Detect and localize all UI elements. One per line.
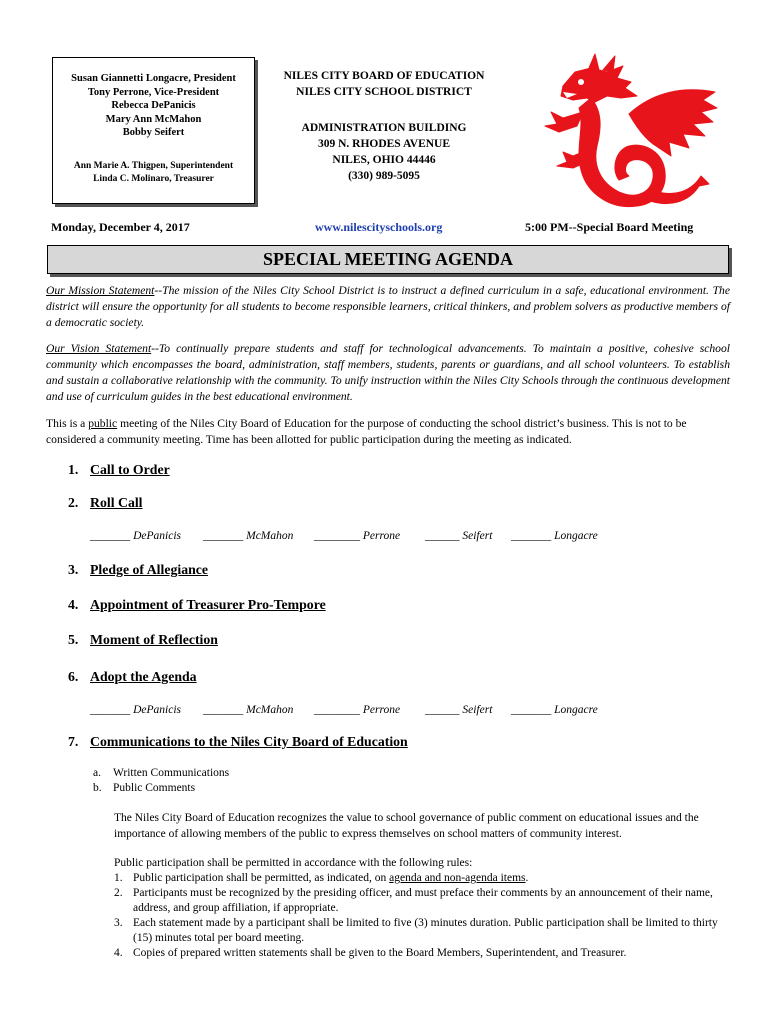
- item-label: Communications to the Niles City Board of Education: [90, 734, 408, 749]
- agenda-item-moment-of-reflection: [68, 632, 218, 648]
- rule-2: [114, 886, 724, 916]
- meeting-time: 5:00 PM--Special Board Meeting: [525, 220, 694, 234]
- treasurer: Linda C. Molinaro, Treasurer: [93, 173, 214, 184]
- item-label: Moment of Reflection: [90, 632, 218, 647]
- roll-seifert: ______ Seifert: [425, 530, 493, 542]
- vote-seifert: ______ Seifert: [425, 704, 493, 716]
- item-number: 6.: [68, 669, 79, 684]
- street-address: 309 N. RHODES AVENUE: [317, 138, 451, 150]
- item-label: Pledge of Allegiance: [90, 562, 209, 577]
- mission-label: Our Mission Statement: [46, 284, 155, 297]
- sub-text: Written Communications: [113, 767, 230, 779]
- board-name: NILES CITY BOARD OF EDUCATION: [283, 70, 485, 82]
- superintendent: Ann Marie A. Thigpen, Superintendent: [73, 160, 234, 171]
- building-name: ADMINISTRATION BUILDING: [301, 122, 467, 134]
- public-participation-rules: [114, 856, 724, 961]
- city-state-zip: NILES, OHIO 44446: [332, 154, 436, 166]
- rule-1: [114, 871, 724, 886]
- meeting-date: Monday, December 4, 2017: [51, 220, 190, 234]
- vote-mcmahon: _______ McMahon: [203, 704, 294, 716]
- board-member: Mary Ann McMahon: [105, 113, 202, 125]
- board-member: Bobby Seifert: [122, 127, 185, 138]
- rule-text: Copies of prepared written statements shall be given to the Board Members, Superintendent, and Treasurer.: [133, 947, 627, 959]
- roll-longacre: _______ Longacre: [511, 530, 598, 542]
- vote-longacre: _______ Longacre: [511, 704, 598, 716]
- communications-sub-items: [93, 766, 229, 796]
- item-number: 3.: [68, 562, 79, 577]
- agenda-item-pledge: [68, 562, 208, 578]
- vision-text: --To continually prepare students and staff for technological advancements. To maintain a positive, cohesive school community which encompasses the board, administration, staff members, students, parents or guardians, and all school volunteers. To establish and sustain a collaborative relationship with the community. To unify instruction within the Niles City Schools through the continuous development and use of curriculum guides in the best educational environment.: [46, 342, 730, 403]
- sub-item-written: [93, 766, 229, 781]
- agenda-item-call-to-order: [68, 462, 170, 478]
- agenda-title: SPECIAL MEETING AGENDA: [262, 249, 514, 269]
- rule-number: 3.: [114, 917, 123, 929]
- agenda-item-adopt-agenda: [68, 669, 197, 685]
- rule-text: Participants must be recognized by the presiding officer, and must preface their comments by an announcement of their name, address, and group affiliation, if appropriate.: [133, 887, 713, 914]
- sub-text: Public Comments: [113, 782, 196, 794]
- notice-public-word: public: [88, 417, 118, 430]
- rule-4: [114, 946, 724, 961]
- public-comment-recognition: The Niles City Board of Education recognizes the value to school governance of public comment on educational issues and the importance of allowing members of the public to express themselves on school matters of community interest.: [114, 812, 699, 840]
- board-members-box: [52, 57, 255, 204]
- agenda-item-treasurer-pro-tempore: [68, 597, 326, 613]
- red-dragon-logo-icon: [533, 52, 723, 212]
- district-header: [268, 68, 500, 184]
- sub-item-public-comments: [93, 781, 229, 796]
- notice-text-pre: This is a: [46, 417, 89, 430]
- vote-depanicis: _______ DePanicis: [90, 704, 182, 716]
- rule-text: Each statement made by a participant shall be limited to five (3) minutes duration. Public participation shall be limited to thirty (15) minutes total per board meeting.: [133, 917, 718, 944]
- item-number: 7.: [68, 734, 79, 749]
- roll-depanicis: _______ DePanicis: [90, 530, 182, 542]
- notice-text-post: meeting of the Niles City Board of Education for the purpose of conducting the school district’s business. This is not to be considered a community meeting. Time has been allotted for public participation during the meeting as indicated.: [46, 417, 687, 446]
- administrators-list: [53, 160, 254, 186]
- public-meeting-notice: [46, 416, 730, 448]
- rule-link-agenda-items: agenda and non-agenda items: [389, 872, 526, 884]
- phone-number: (330) 989-5095: [348, 170, 420, 182]
- roll-perrone: ________ Perrone: [314, 530, 401, 542]
- rule-number: 2.: [114, 887, 123, 899]
- item-label: Roll Call: [90, 495, 143, 510]
- rule-text-post: .: [525, 872, 529, 884]
- item-label: Call to Order: [90, 462, 170, 477]
- mission-statement: [46, 283, 730, 331]
- item-number: 2.: [68, 495, 79, 510]
- item-number: 4.: [68, 597, 79, 612]
- board-member: Rebecca DePanicis: [111, 100, 196, 111]
- agenda-title-bar: [47, 245, 729, 274]
- rule-3: [114, 916, 724, 946]
- agenda-item-roll-call: [68, 495, 143, 511]
- item-number: 1.: [68, 462, 79, 477]
- rule-text-pre: Public participation shall be permitted, as indicated, on: [133, 872, 390, 884]
- roll-mcmahon: _______ McMahon: [203, 530, 294, 542]
- website-link[interactable]: www.nilescityschools.org: [315, 220, 443, 234]
- item-number: 5.: [68, 632, 79, 647]
- board-member: Susan Giannetti Longacre, President: [71, 73, 236, 84]
- vision-statement: [46, 341, 730, 405]
- rules-intro: Public participation shall be permitted in accordance with the following rules:: [114, 857, 473, 869]
- agenda-item-communications: [68, 734, 408, 750]
- mission-text: --The mission of the Niles City School District is to instruct a defined curriculum in a safe, educational environment. The district will ensure the opportunity for all students to become responsible learners, critical thinkers, and problem solvers as productive members of a democratic society.: [46, 284, 730, 329]
- item-label: Appointment of Treasurer Pro-Tempore: [90, 597, 326, 612]
- rule-number: 4.: [114, 947, 123, 959]
- rule-number: 1.: [114, 872, 123, 884]
- board-members-list: [53, 72, 254, 140]
- sub-letter: a.: [93, 767, 101, 779]
- board-member: Tony Perrone, Vice-President: [87, 86, 220, 98]
- vision-label: Our Vision Statement: [46, 342, 152, 355]
- sub-letter: b.: [93, 782, 102, 794]
- address-block: [268, 120, 500, 184]
- item-label: Adopt the Agenda: [90, 669, 197, 684]
- vote-perrone: ________ Perrone: [314, 704, 401, 716]
- district-name: NILES CITY SCHOOL DISTRICT: [296, 86, 472, 98]
